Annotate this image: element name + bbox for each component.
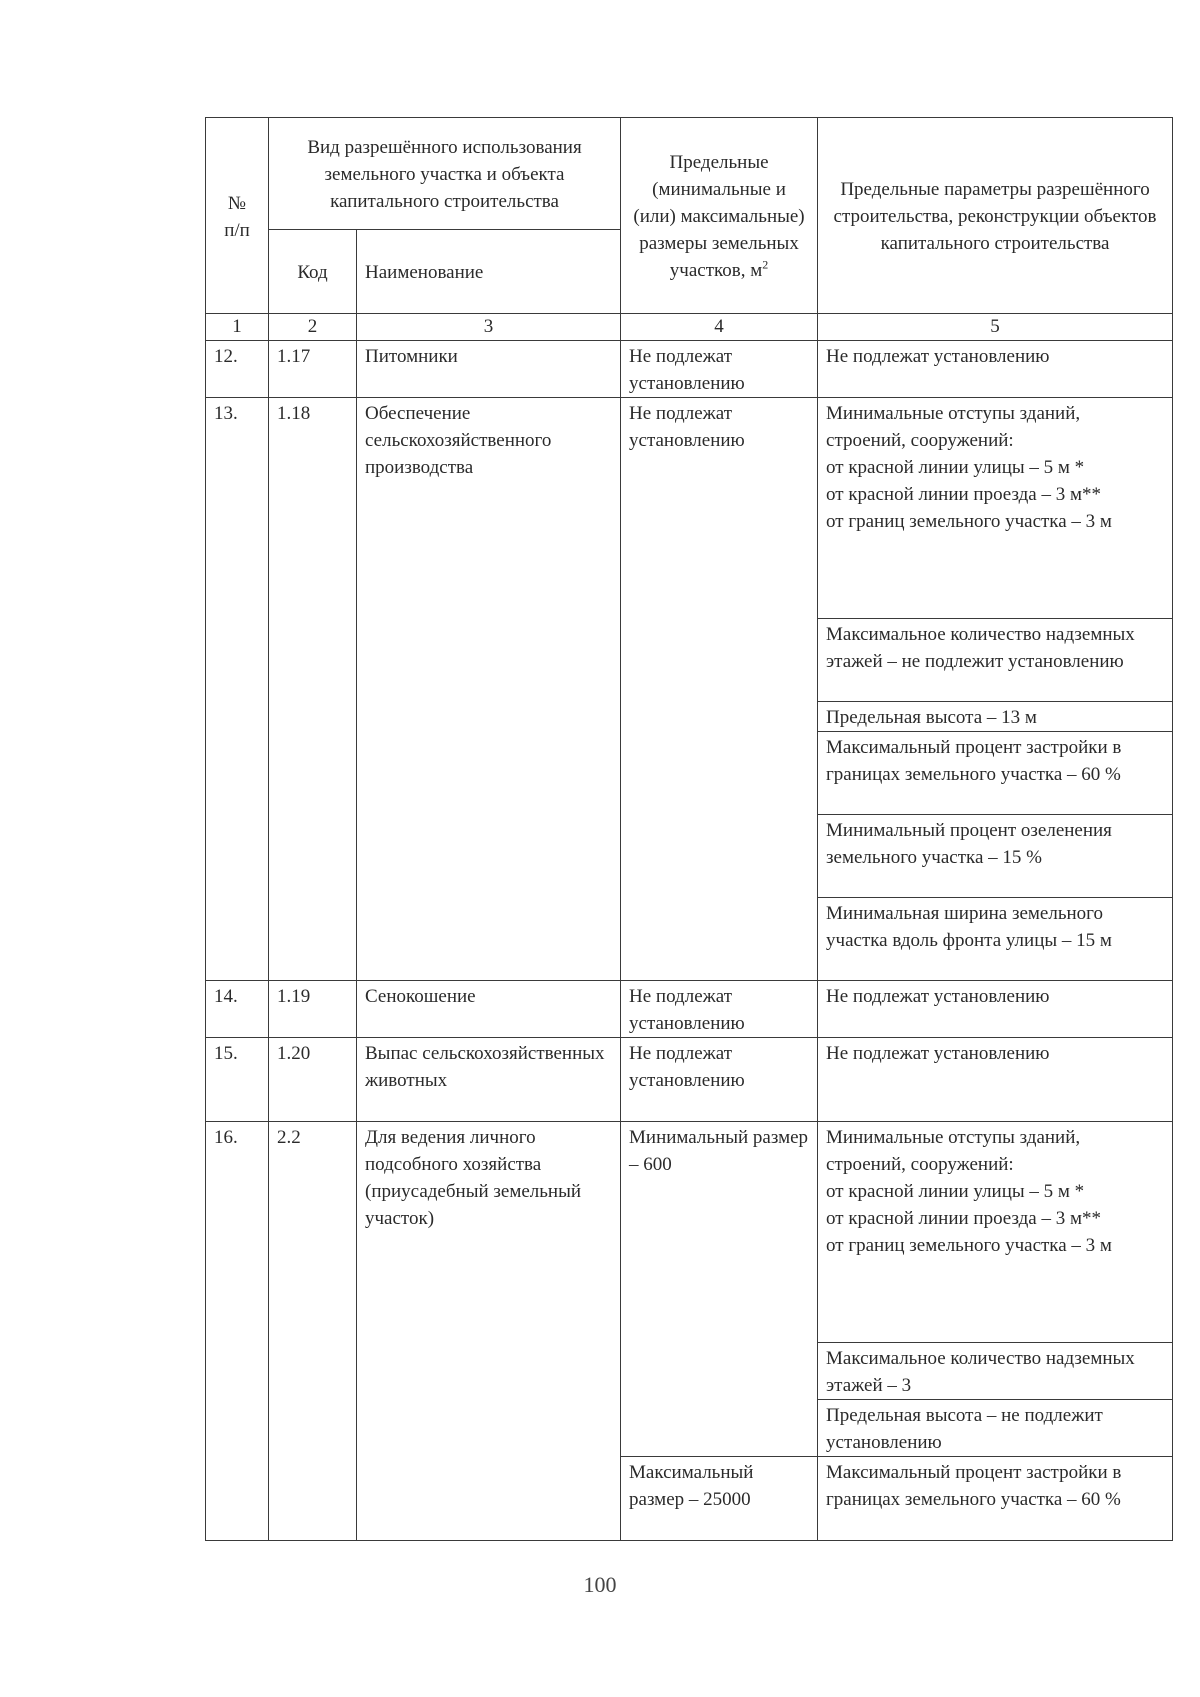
column-number-row (206, 314, 1173, 341)
header-code: Код (269, 230, 357, 314)
row-param: Предельная высота – 13 м (818, 702, 1173, 732)
row-code: 1.17 (269, 341, 357, 398)
row-param: Минимальная ширина земельного участка вдоль фронта улицы – 15 м (818, 898, 1173, 981)
row-size-max: Максимальный размер – 25000 (621, 1457, 818, 1541)
row-num: 15. (206, 1038, 269, 1122)
row-param: Не подлежат установлению (818, 341, 1173, 398)
table-row (206, 341, 1173, 398)
column-number: 2 (269, 314, 357, 341)
row-param: Максимальный процент застройки в границах земельного участка – 60 % (818, 732, 1173, 815)
row-code: 1.18 (269, 398, 357, 981)
column-number: 1 (206, 314, 269, 341)
row-param: Максимальное количество надземных этажей – 3 (818, 1343, 1173, 1400)
row-size-min: Минимальный размер – 600 (621, 1122, 818, 1457)
column-number: 3 (357, 314, 621, 341)
row-num: 13. (206, 398, 269, 981)
header-sizes (621, 118, 818, 314)
row-param: Не подлежат установлению (818, 981, 1173, 1038)
row-param: Максимальное количество надземных этажей – не подлежит установлению (818, 619, 1173, 702)
row-code: 2.2 (269, 1122, 357, 1541)
row-param: Минимальные отступы зданий, строений, сооружений: от красной линии улицы – 5 м * от красной линии проезда – 3 м** от границ земельного участка – 3 м (818, 398, 1173, 619)
row-name: Питомники (357, 341, 621, 398)
row-code: 1.20 (269, 1038, 357, 1122)
row-size: Не подлежат установлению (621, 341, 818, 398)
row-code: 1.19 (269, 981, 357, 1038)
table-row (206, 981, 1173, 1038)
row-name: Для ведения личного подсобного хозяйства (приусадебный земельный участок) (357, 1122, 621, 1541)
row-name: Обеспечение сельскохозяйственного производства (357, 398, 621, 981)
row-name: Выпас сельскохозяйственных животных (357, 1038, 621, 1122)
table-row (206, 1038, 1173, 1122)
row-size: Не подлежат установлению (621, 398, 818, 981)
header-sizes-text: Предельные (минимальные и (или) максимальные) размеры земельных участков, м (633, 152, 805, 281)
column-number: 4 (621, 314, 818, 341)
row-param: Минимальные отступы зданий, строений, сооружений: от красной линии улицы – 5 м * от красной линии проезда – 3 м** от границ земельного участка – 3 м (818, 1122, 1173, 1343)
row-num: 16. (206, 1122, 269, 1541)
row-param: Максимальный процент застройки в границах земельного участка – 60 % (818, 1457, 1173, 1541)
regulations-table (205, 117, 1173, 1541)
row-name: Сенокошение (357, 981, 621, 1038)
row-size: Не подлежат установлению (621, 1038, 818, 1122)
row-param: Не подлежат установлению (818, 1038, 1173, 1122)
page-number: 100 (583, 1572, 617, 1597)
header-params: Предельные параметры разрешённого строительства, реконструкции объектов капитального строительства (818, 118, 1173, 314)
row-param: Предельная высота – не подлежит установлению (818, 1400, 1173, 1457)
row-param: Минимальный процент озеленения земельного участка – 15 % (818, 815, 1173, 898)
header-name: Наименование (357, 230, 621, 314)
row-size: Не подлежат установлению (621, 981, 818, 1038)
row-num: 14. (206, 981, 269, 1038)
header-sizes-sup: 2 (762, 257, 769, 272)
row-num: 12. (206, 341, 269, 398)
header-num: № п/п (206, 118, 269, 314)
column-number: 5 (818, 314, 1173, 341)
table-row (206, 1122, 1173, 1343)
table-row (206, 398, 1173, 619)
header-usage-group: Вид разрешённого использования земельного участка и объекта капитального строительства (269, 118, 621, 230)
